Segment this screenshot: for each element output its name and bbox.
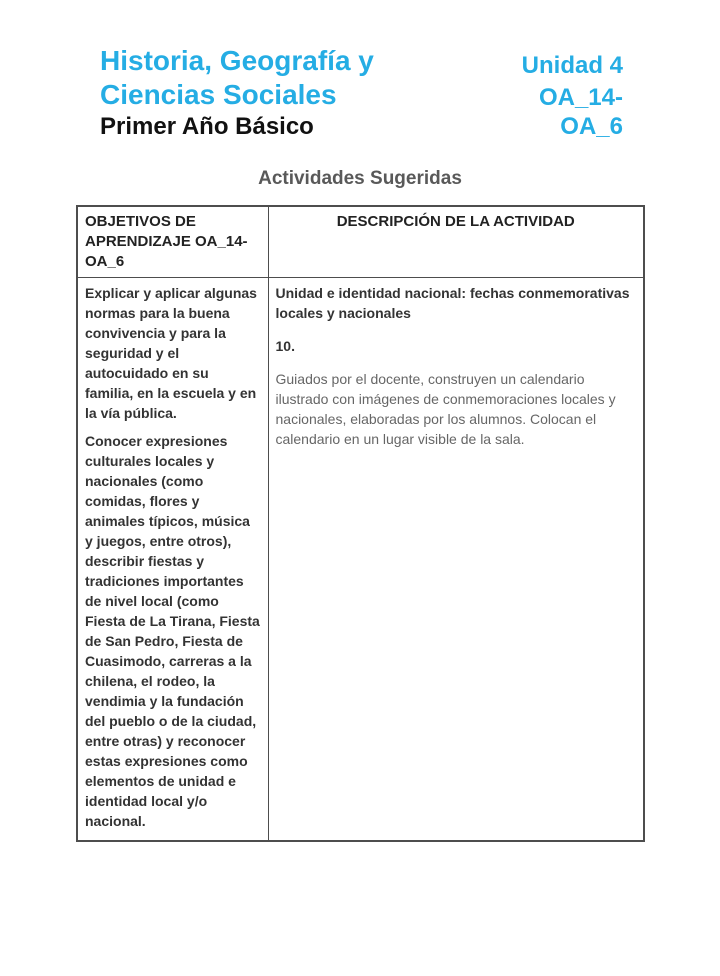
objective-paragraph-1: Explicar y aplicar algunas normas para la buena convivencia y para la seguridad y el autocuidado en su familia, en la escuela y en la vía pública. — [85, 285, 257, 421]
column-header-objectives: OBJETIVOS DE APRENDIZAJE OA_14-OA_6 — [77, 206, 268, 278]
activity-description: Guiados por el docente, construyen un calendario ilustrado con imágenes de conmemoraciones locales y nacionales, elaboradas por los alumnos. Colocan el calendario en un lugar visible de la sala. — [275, 371, 616, 447]
section-title: Actividades Sugeridas — [258, 168, 462, 189]
activities-table — [76, 205, 645, 842]
header-left-block — [100, 44, 494, 141]
document-header — [100, 44, 623, 141]
document-page — [0, 44, 720, 976]
table-header-row — [77, 206, 644, 278]
activity-cell — [268, 278, 644, 841]
activity-number: 10. — [275, 338, 295, 354]
header-right-block — [494, 49, 623, 141]
table-row — [77, 278, 644, 841]
activity-heading: Unidad e identidad nacional: fechas conmemorativas locales y nacionales — [275, 285, 630, 321]
objectives-cell — [77, 278, 268, 841]
oa-code-label: OA_14-OA_6 — [538, 84, 623, 140]
column-header-description: DESCRIPCIÓN DE LA ACTIVIDAD — [268, 206, 644, 278]
unit-label: Unidad 4 — [521, 52, 623, 79]
subject-title: Historia, Geografía y Ciencias Sociales — [100, 45, 374, 110]
grade-label: Primer Año Básico — [100, 113, 314, 140]
objective-paragraph-2: Conocer expresiones culturales locales y nacionales (como comidas, flores y animales típicos, música y juegos, entre otros), describir fiestas y tradiciones importantes de nivel local (como Fiesta de La Tirana, Fiesta de San Pedro, Fiesta de Cuasimodo, carreras a la chilena, el rodeo, la vendimia y la fundación del pueblo o de la ciudad, entre otras) y reconocer estas expresiones como elementos de unidad e identidad local y/o nacional. — [85, 433, 260, 829]
